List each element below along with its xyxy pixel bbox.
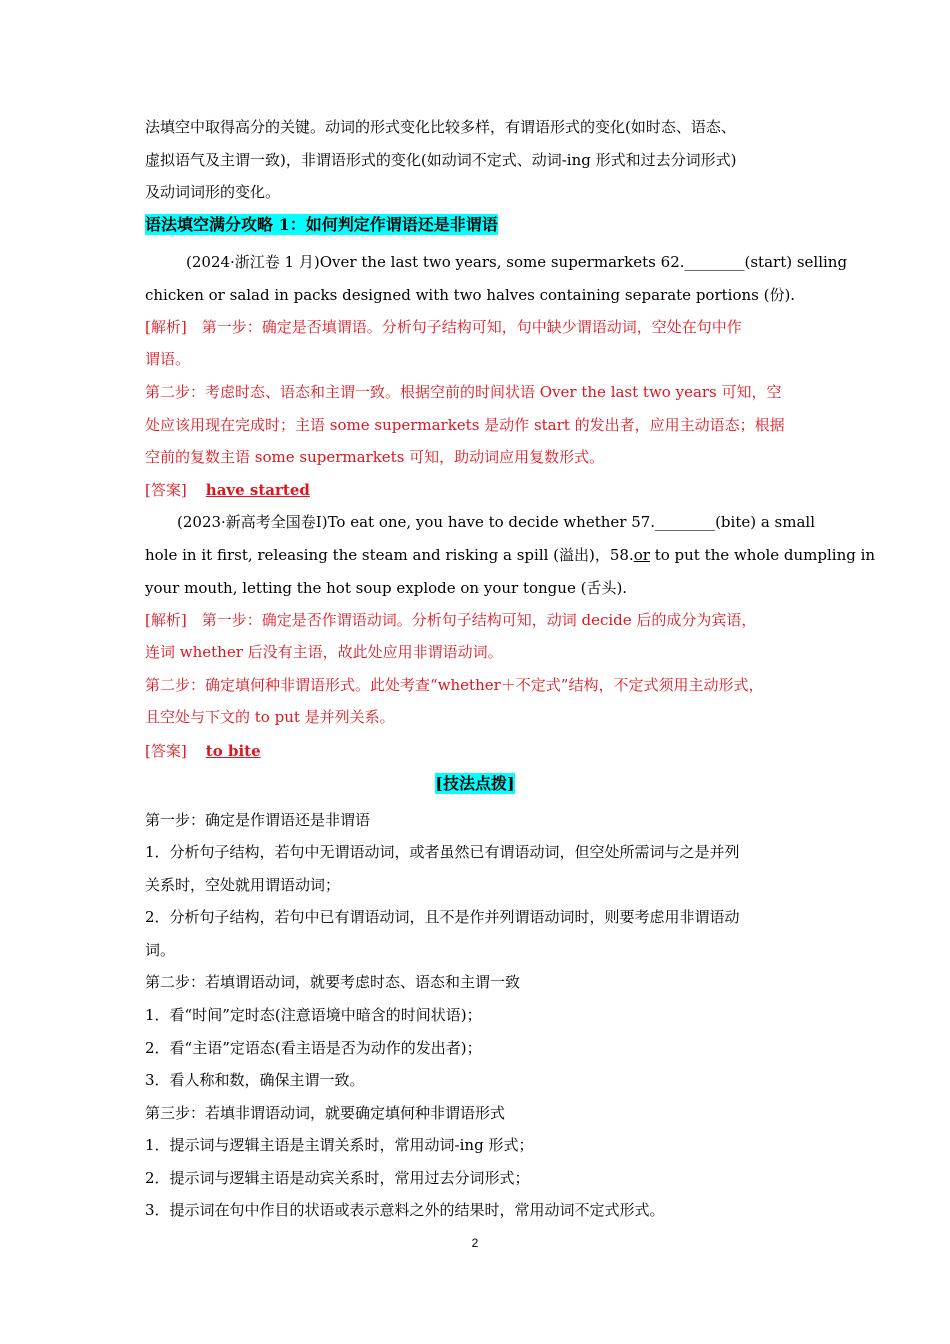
page-number: 2	[471, 1236, 479, 1250]
tips-title-text: [技法点拨]	[435, 774, 515, 793]
tips-step-2-item-3: 3．看人称和数，确保主谓一致。	[145, 1071, 365, 1089]
answer-label: [答案]	[145, 742, 187, 760]
example2-step2-line-1: 第二步：确定填何种非谓语形式。此处考查“whether＋不定式”结构，不定式须用主动形式，	[145, 676, 764, 694]
example1-step2-line-3: 空前的复数主语 some supermarkets 可知，助动词应用复数形式。	[145, 448, 605, 466]
example2-analysis-line-1: [解析] 第一步：确定是否作谓语动词。分析句子结构可知，动词 decide 后的成分为宾语，	[145, 611, 757, 629]
answer-text: to bite	[205, 742, 261, 760]
example2-step2-line-2: 且空处与下文的 to put 是并列关系。	[145, 708, 395, 726]
tips-step-3-item-2: 2．提示词与逻辑主语是动宾关系时，常用过去分词形式；	[145, 1169, 530, 1187]
example2-underlined-word: or	[633, 546, 650, 564]
intro-line-3: 及动词词形的变化。	[145, 183, 281, 201]
tips-step-1-item-1b: 关系时，空处就用谓语动词；	[145, 876, 341, 894]
tips-step-3-item-1: 1．提示词与逻辑主语是主谓关系时，常用动词-ing 形式；	[145, 1136, 534, 1154]
intro-line-2: 虚拟语气及主谓一致)，非谓语形式的变化(如动词不定式、动词-ing 形式和过去分词形式)	[145, 151, 737, 169]
tips-step-1: 第一步：确定是作谓语还是非谓语	[145, 811, 371, 829]
answer-text: have started	[205, 481, 310, 499]
tips-step-1-item-1a: 1．分析句子结构，若句中无谓语动词，或者虽然已有谓语动词，但空处所需词与之是并列	[145, 843, 740, 861]
tips-step-2: 第二步：若填谓语动词，就要考虑时态、语态和主谓一致	[145, 973, 521, 991]
example2-answer	[145, 740, 261, 762]
example2-line-2	[145, 544, 875, 566]
tips-step-2-item-2: 2．看“主语”定语态(看主语是否为动作的发出者)；	[145, 1039, 482, 1057]
tips-step-2-item-1: 1．看“时间”定时态(注意语境中暗含的时间状语)；	[145, 1006, 482, 1024]
answer-label: [答案]	[145, 481, 187, 499]
example1-step2-line-1: 第二步：考虑时态、语态和主谓一致。根据空前的时间状语 Over the last two years 可知，空	[145, 383, 782, 401]
intro-line-1: 法填空中取得高分的关键。动词的形式变化比较多样，有谓语形式的变化(如时态、语态、	[145, 118, 736, 136]
example1-analysis-line-2: 谓语。	[145, 350, 191, 368]
tips-step-3: 第三步：若填非谓语动词，就要确定填何种非谓语形式	[145, 1104, 506, 1122]
tips-step-1-item-2a: 2．分析句子结构，若句中已有谓语动词，且不是作并列谓语动词时，则要考虑用非谓语动	[145, 908, 740, 926]
example1-line-1: (2024·浙江卷 1 月)Over the last two years, some supermarkets 62.________(start) selling	[186, 253, 848, 271]
example2-line-3: your mouth, letting the hot soup explode on your tongue (舌头).	[145, 579, 628, 597]
example1-line-2: chicken or salad in packs designed with two halves containing separate portions (份).	[145, 286, 796, 304]
example2-line-1: (2023·新高考全国卷Ⅰ)To eat one, you have to decide whether 57.________(bite) a small	[177, 513, 816, 531]
example2-line-2-part-a: hole in it first, releasing the steam and risking a spill (溢出)，58.	[145, 546, 634, 564]
example1-step2-line-2: 处应该用现在完成时；主语 some supermarkets 是动作 start 的发出者，应用主动语态；根据	[145, 416, 785, 434]
section-title-text: 语法填空满分攻略 1：如何判定作谓语还是非谓语	[145, 215, 498, 234]
tips-step-1-item-2b: 词。	[145, 941, 176, 959]
section-title	[145, 214, 498, 236]
example1-answer	[145, 479, 310, 501]
tips-step-3-item-3: 3．提示词在句中作目的状语或表示意料之外的结果时，常用动词不定式形式。	[145, 1201, 665, 1219]
example2-analysis-line-2: 连词 whether 后没有主语，故此处应用非谓语动词。	[145, 643, 503, 661]
tips-title	[0, 773, 950, 795]
example1-analysis-line-1: [解析] 第一步：确定是否填谓语。分析句子结构可知，句中缺少谓语动词，空处在句中作	[145, 318, 742, 336]
example2-line-2-part-b: to put the whole dumpling in	[649, 546, 876, 564]
